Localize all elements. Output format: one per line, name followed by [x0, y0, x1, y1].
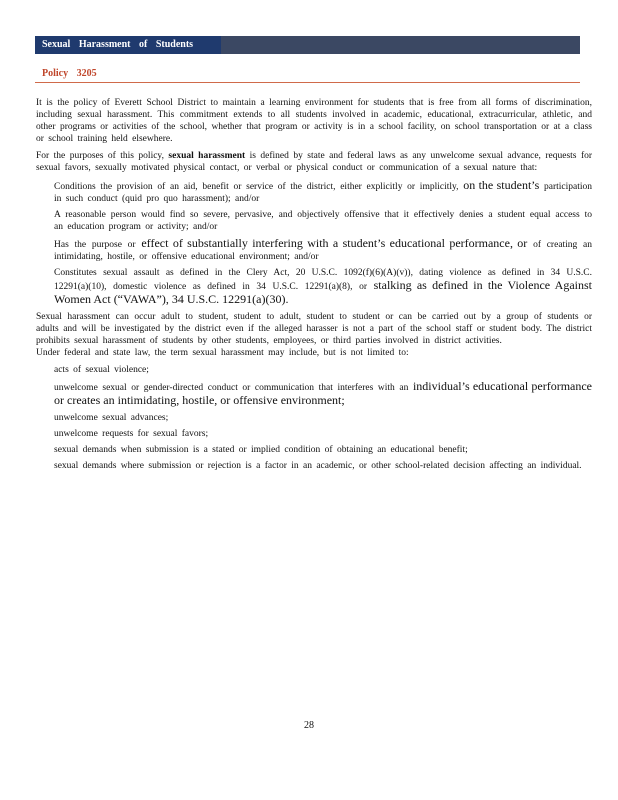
condition-text: Constitutes sexual assault as defined in the Clery Act, 20 U.S.C. 1092(f)(6)(A)(v)), dating violence as defined in 34 U.S.C. 12291(a)(10), domestic violence as defined in 34 U.S.C. 12291(a)(8), or: [54, 268, 592, 292]
example-text: unwelcome sexual advances;: [54, 413, 169, 423]
list-item: [36, 380, 592, 408]
examples-list: [36, 364, 592, 472]
bullet-icon: [36, 412, 43, 424]
condition-text: A reasonable person would find so severe, pervasive, and objectively offensive that it effectively denies a student equal access to an education program or activity; and/or: [54, 210, 592, 232]
conditions-list: [36, 179, 592, 307]
condition-text: Has the purpose or: [54, 240, 136, 250]
condition-text-emphasis: effect of substantially interfering with a student’s educational performance, or: [141, 236, 528, 250]
list-item: [36, 412, 592, 424]
list-item: [36, 364, 592, 376]
definition-term: sexual harassment: [168, 151, 246, 161]
example-text: sexual demands where submission or rejection is a factor in an academic, or other school-related decision affecting an individual.: [54, 461, 582, 471]
list-item: [36, 179, 592, 205]
list-item: [36, 444, 592, 456]
policy-body: [36, 97, 592, 476]
investigation-text: Sexual harassment can occur adult to student, student to adult, student to student or can be carried out by a group of students or adults and will be investigated by the district even if the alleged harasser is not a part of the school staff or student body. The district prohibits sexual harassment of students by other students, employees, or third parties involved in district activities.: [36, 312, 592, 346]
condition-text: of creating an intimidating, hostile, or offensive educational environment; and/or: [54, 240, 593, 262]
bullet-icon: [36, 444, 43, 456]
intro-paragraph: It is the policy of Everett School District to maintain a learning environment for students that is free from all forms of discrimination, including sexual harassment. This commitment extends to all students involved in academic, educational, extracurricular, athletic, and other programs or activities of the school, whether that program or activity is in a school facility, on school transportation or at a class or school training held elsewhere.: [36, 98, 592, 144]
example-text: unwelcome requests for sexual favors;: [54, 429, 209, 439]
section-header-tab: [35, 36, 221, 54]
policy-number: Policy 3205: [42, 68, 97, 79]
bullet-icon: [36, 179, 43, 191]
condition-text: Conditions the provision of an aid, benefit or service of the district, either explicitly or implicitly,: [54, 182, 459, 192]
investigation-paragraph: [36, 311, 592, 347]
bullet-icon: [36, 267, 43, 279]
definition-paragraph: [36, 150, 592, 174]
list-item: [36, 209, 592, 233]
list-item: [36, 237, 592, 263]
bullet-icon: [36, 460, 43, 472]
list-item: [36, 460, 592, 472]
bullet-icon: [36, 209, 43, 221]
header-divider: [35, 82, 580, 83]
example-text: acts of sexual violence;: [54, 365, 149, 375]
list-item: [36, 267, 592, 307]
definition-lead: For the purposes of this policy,: [36, 151, 164, 161]
example-text: unwelcome sexual or gender-directed conduct or communication that interferes with an: [54, 383, 409, 393]
definition-text: is defined by state and federal laws as any unwelcome sexual advance, requests for sexual favors, sexually motivated physical contact, or verbal or physical conduct or communication of a sexual nature that:: [36, 151, 593, 173]
bullet-icon: [36, 428, 43, 440]
includes-paragraph: Under federal and state law, the term sexual harassment may include, but is not limited to:: [36, 348, 409, 358]
example-text-emphasis: individual’s educational performance or creates an intimidating, hostile, or offensive environment;: [54, 379, 593, 407]
example-text: sexual demands when submission is a stated or implied condition of obtaining an educational benefit;: [54, 445, 468, 455]
list-item: [36, 428, 592, 440]
condition-text-emphasis: on the student’s: [463, 178, 540, 192]
section-header-bar: [35, 36, 580, 54]
condition-text-emphasis: stalking as defined in the Violence Against Women Act (“VAWA”), 34 U.S.C. 12291(a)(30).: [54, 278, 593, 306]
page-number: 28: [304, 720, 314, 731]
condition-text: participation in such conduct (quid pro quo harassment); and/or: [54, 182, 593, 204]
bullet-icon: [36, 380, 43, 392]
bullet-icon: [36, 364, 43, 376]
section-title: Sexual Harassment of Students: [42, 39, 194, 50]
bullet-icon: [36, 237, 43, 249]
